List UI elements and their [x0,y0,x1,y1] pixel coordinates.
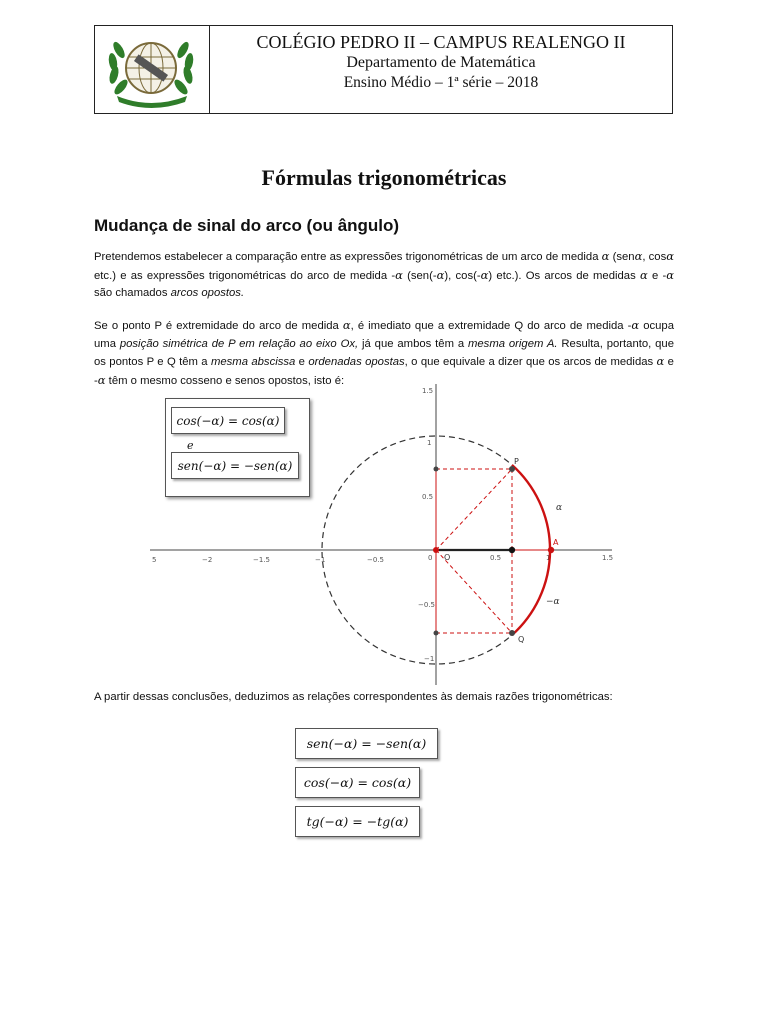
school-logo [99,30,205,110]
formula-cos: cos(−α) = cos(α) [295,767,420,798]
paragraph-conclusion: A partir dessas conclusões, deduzimos as relações correspondentes às demais razões trigonométricas: [94,691,613,703]
x-tick-label: −0.5 [367,556,384,564]
section-heading: Mudança de sinal do arco (ou ângulo) [94,216,400,235]
grade-year: Ensino Médio – 1ª série – 2018 [343,74,539,91]
y-tick-label: 1 [427,439,432,447]
point-sin-p [434,467,439,472]
point-q [509,630,515,636]
point-cos [509,547,515,553]
x-tick-label: 1 [546,554,551,562]
x-tick-label: −1 [315,556,326,564]
page-title: Fórmulas trigonométricas [261,165,507,190]
header-box [94,25,673,114]
radius-op [436,469,512,550]
paragraph-explanation: Se o ponto P é extremidade do arco de medida α, é imediato que a extremidade Q do arco de medida -α ocupa uma posição simétrica de P em relação ao eixo Ox, já que ambos têm a mesma origem A. Resulta, portanto, que os pontos P e Q têm a mesma abscissa e ordenadas opostas, o que equivale a dizer que os arcos de medidas α e -α têm o mesmo cosseno e senos opostos, isto é: [94,318,674,387]
point-o [433,547,439,553]
y-tick-label: −1 [424,655,435,663]
label-q: Q [518,635,525,644]
x-tick-labels [152,554,613,564]
y-tick-label: −0.5 [418,601,435,609]
label-o: O [444,553,451,562]
y-tick-labels [418,387,435,663]
point-p [509,466,515,472]
x-tick-label: 5 [152,556,157,564]
x-tick-label: −1.5 [253,556,270,564]
x-tick-label: 0.5 [490,554,502,562]
paragraph-intro: Pretendemos estabelecer a comparação entre as expressões trigonométricas de um arco de medida α (senα, cosα etc.) e as expressões trigonométricas do arco de medida -α (sen(-α), cos(-α) etc.). Os arcos de medidas α e -α são chamados arcos opostos. [94,249,675,299]
radius-oq [436,550,512,633]
formula-tg: tg(−α) = −tg(α) [295,806,420,837]
formula-sen: sen(−α) = −sen(α) [295,728,438,759]
label-a: A [553,538,559,547]
x-tick-label: 1.5 [602,554,614,562]
formula-separator: e [187,439,194,452]
department-name: Departamento de Matemática [346,54,536,71]
formula-cos-even: cos(−α) = cos(α) [171,407,285,434]
point-a [548,547,554,553]
label-neg-alpha: −α [546,597,560,607]
formula-sen-odd: sen(−α) = −sen(α) [171,452,299,479]
label-p: P [514,457,519,466]
point-sin-q [434,631,439,636]
label-alpha: α [556,503,563,513]
y-tick-label: 0.5 [422,493,434,501]
school-name: COLÉGIO PEDRO II – CAMPUS REALENGO II [256,32,626,52]
header-text [210,31,672,94]
x-tick-label: −2 [202,556,213,564]
x-tick-label: 0 [428,554,433,562]
y-tick-label: 1.5 [422,387,434,395]
